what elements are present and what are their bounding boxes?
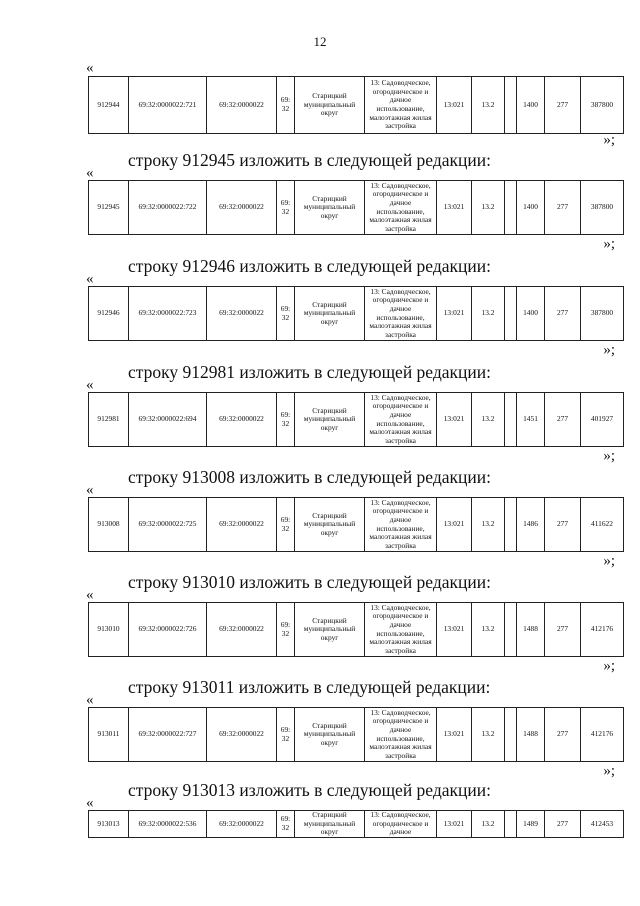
cadastral-number: 69:32:0000022:725: [129, 498, 207, 552]
amendment-block: [88, 572, 623, 682]
amendment-heading: строку 912945 изложить в следующей редакции:: [128, 150, 491, 170]
region-code: 69: 32: [277, 287, 295, 341]
code-3: [505, 603, 517, 657]
cadastral-quarter: 69:32:0000022: [207, 77, 277, 134]
rate: 277: [545, 181, 581, 235]
cadastral-number: 69:32:0000022:726: [129, 603, 207, 657]
code-3: [505, 498, 517, 552]
code-1: 13:021: [437, 498, 472, 552]
code-3: [505, 287, 517, 341]
code-2: 13.2: [472, 498, 505, 552]
value: 387800: [581, 77, 624, 134]
code-2: 13.2: [472, 708, 505, 762]
code-2: 13.2: [472, 393, 505, 447]
cadastral-quarter: 69:32:0000022: [207, 181, 277, 235]
closing-quote: »;: [603, 553, 615, 569]
code-2: 13.2: [472, 181, 505, 235]
amendment-block: [88, 256, 623, 366]
table-row: [88, 602, 624, 657]
rate: 277: [545, 603, 581, 657]
row-id: 912945: [89, 181, 129, 235]
cadastral-quarter: 69:32:0000022: [207, 393, 277, 447]
cadastral-number: 69:32:0000022:536: [129, 811, 207, 838]
region-code: 69: 32: [277, 77, 295, 134]
district: Старицкий муниципальный округ: [295, 181, 365, 235]
cadastral-quarter: 69:32:0000022: [207, 708, 277, 762]
table-row: [88, 707, 624, 762]
amendment-block: [88, 677, 623, 787]
rate: 277: [545, 393, 581, 447]
page-number: 12: [313, 34, 327, 49]
district: Старицкий муниципальный округ: [295, 603, 365, 657]
code-1: 13:021: [437, 287, 472, 341]
region-code: 69: 32: [277, 393, 295, 447]
code-3: [505, 811, 517, 838]
region-code: 69: 32: [277, 708, 295, 762]
row-id: 912981: [89, 393, 129, 447]
opening-quote: «: [86, 60, 94, 76]
amendment-block: [88, 150, 623, 260]
rate: 277: [545, 287, 581, 341]
area: 1400: [517, 181, 545, 235]
land-use: 13: Садоводческое, огородническое и дачное использование, малоэтажная жилая застройка: [365, 603, 437, 657]
closing-quote: »;: [603, 658, 615, 674]
area: 1488: [517, 708, 545, 762]
region-code: 69: 32: [277, 181, 295, 235]
opening-quote: «: [86, 587, 94, 603]
row-id: 913013: [89, 811, 129, 838]
code-3: [505, 708, 517, 762]
land-use: 13: Садоводческое, огородническое и дачное использование, малоэтажная жилая застройка: [365, 181, 437, 235]
cadastral-number: 69:32:0000022:723: [129, 287, 207, 341]
table-row: [88, 392, 624, 447]
area: 1489: [517, 811, 545, 838]
closing-quote: »;: [603, 132, 615, 148]
value: 412176: [581, 603, 624, 657]
code-3: [505, 77, 517, 134]
amendment-heading: строку 913008 изложить в следующей редакции:: [128, 467, 491, 487]
land-use: 13: Садоводческое, огородническое и дачное использование, малоэтажная жилая застройка: [365, 287, 437, 341]
code-2: 13.2: [472, 811, 505, 838]
value: 412176: [581, 708, 624, 762]
table-row: [88, 180, 624, 235]
district: Старицкий муниципальный округ: [295, 811, 365, 838]
district: Старицкий муниципальный округ: [295, 498, 365, 552]
row-id: 913008: [89, 498, 129, 552]
opening-quote: «: [86, 377, 94, 393]
code-2: 13.2: [472, 603, 505, 657]
opening-quote: «: [86, 482, 94, 498]
opening-quote: «: [86, 692, 94, 708]
table-row: [88, 76, 624, 134]
closing-quote: »;: [603, 236, 615, 252]
cadastral-quarter: 69:32:0000022: [207, 603, 277, 657]
opening-quote: «: [86, 795, 94, 811]
code-3: [505, 393, 517, 447]
district: Старицкий муниципальный округ: [295, 708, 365, 762]
amendment-heading: строку 912981 изложить в следующей редакции:: [128, 362, 491, 382]
land-use: 13: Садоводческое, огородническое и дачное использование, малоэтажная жилая застройка: [365, 498, 437, 552]
rate: 277: [545, 77, 581, 134]
amendment-block: [88, 467, 623, 577]
table-row: [88, 286, 624, 341]
code-1: 13:021: [437, 603, 472, 657]
value: 401927: [581, 393, 624, 447]
row-id: 912946: [89, 287, 129, 341]
closing-quote: »;: [603, 763, 615, 779]
amendment-block: [88, 780, 623, 850]
opening-quote: «: [86, 165, 94, 181]
rate: 277: [545, 498, 581, 552]
closing-quote: »;: [603, 448, 615, 464]
code-1: 13:021: [437, 77, 472, 134]
cadastral-number: 69:32:0000022:694: [129, 393, 207, 447]
area: 1400: [517, 77, 545, 134]
land-use: 13: Садоводческое, огородническое и дачное использование, малоэтажная жилая застройка: [365, 393, 437, 447]
code-2: 13.2: [472, 77, 505, 134]
closing-quote: »;: [603, 342, 615, 358]
area: 1486: [517, 498, 545, 552]
amendment-heading: строку 913010 изложить в следующей редакции:: [128, 572, 491, 592]
code-1: 13:021: [437, 811, 472, 838]
amendment-heading: строку 913013 изложить в следующей редакции:: [128, 780, 491, 800]
code-2: 13.2: [472, 287, 505, 341]
row-id: 912944: [89, 77, 129, 134]
code-1: 13:021: [437, 708, 472, 762]
cadastral-quarter: 69:32:0000022: [207, 287, 277, 341]
value: 387800: [581, 181, 624, 235]
rate: 277: [545, 708, 581, 762]
district: Старицкий муниципальный округ: [295, 287, 365, 341]
row-id: 913011: [89, 708, 129, 762]
value: 412453: [581, 811, 624, 838]
district: Старицкий муниципальный округ: [295, 393, 365, 447]
opening-quote: «: [86, 271, 94, 287]
land-use: 13: Садоводческое, огородническое и дачное использование, малоэтажная жилая застройка: [365, 77, 437, 134]
cadastral-quarter: 69:32:0000022: [207, 498, 277, 552]
district: Старицкий муниципальный округ: [295, 77, 365, 134]
value: 387800: [581, 287, 624, 341]
code-3: [505, 181, 517, 235]
code-1: 13:021: [437, 181, 472, 235]
value: 411622: [581, 498, 624, 552]
area: 1400: [517, 287, 545, 341]
cadastral-number: 69:32:0000022:722: [129, 181, 207, 235]
amendment-heading: строку 912946 изложить в следующей редакции:: [128, 256, 491, 276]
code-1: 13:021: [437, 393, 472, 447]
table-row: [88, 810, 624, 838]
cadastral-number: 69:32:0000022:727: [129, 708, 207, 762]
region-code: 69: 32: [277, 498, 295, 552]
area: 1451: [517, 393, 545, 447]
amendment-heading: строку 913011 изложить в следующей редакции:: [128, 677, 491, 697]
land-use: 13: Садоводческое, огородническое и дачное использование, малоэтажная жилая застройка: [365, 708, 437, 762]
table-row: [88, 497, 624, 552]
cadastral-number: 69:32:0000022:721: [129, 77, 207, 134]
area: 1488: [517, 603, 545, 657]
row-id: 913010: [89, 603, 129, 657]
cadastral-quarter: 69:32:0000022: [207, 811, 277, 838]
rate: 277: [545, 811, 581, 838]
land-use: 13: Садоводческое, огородническое и дачное: [365, 811, 437, 838]
region-code: 69: 32: [277, 603, 295, 657]
region-code: 69: 32: [277, 811, 295, 838]
amendment-block: [88, 362, 623, 472]
